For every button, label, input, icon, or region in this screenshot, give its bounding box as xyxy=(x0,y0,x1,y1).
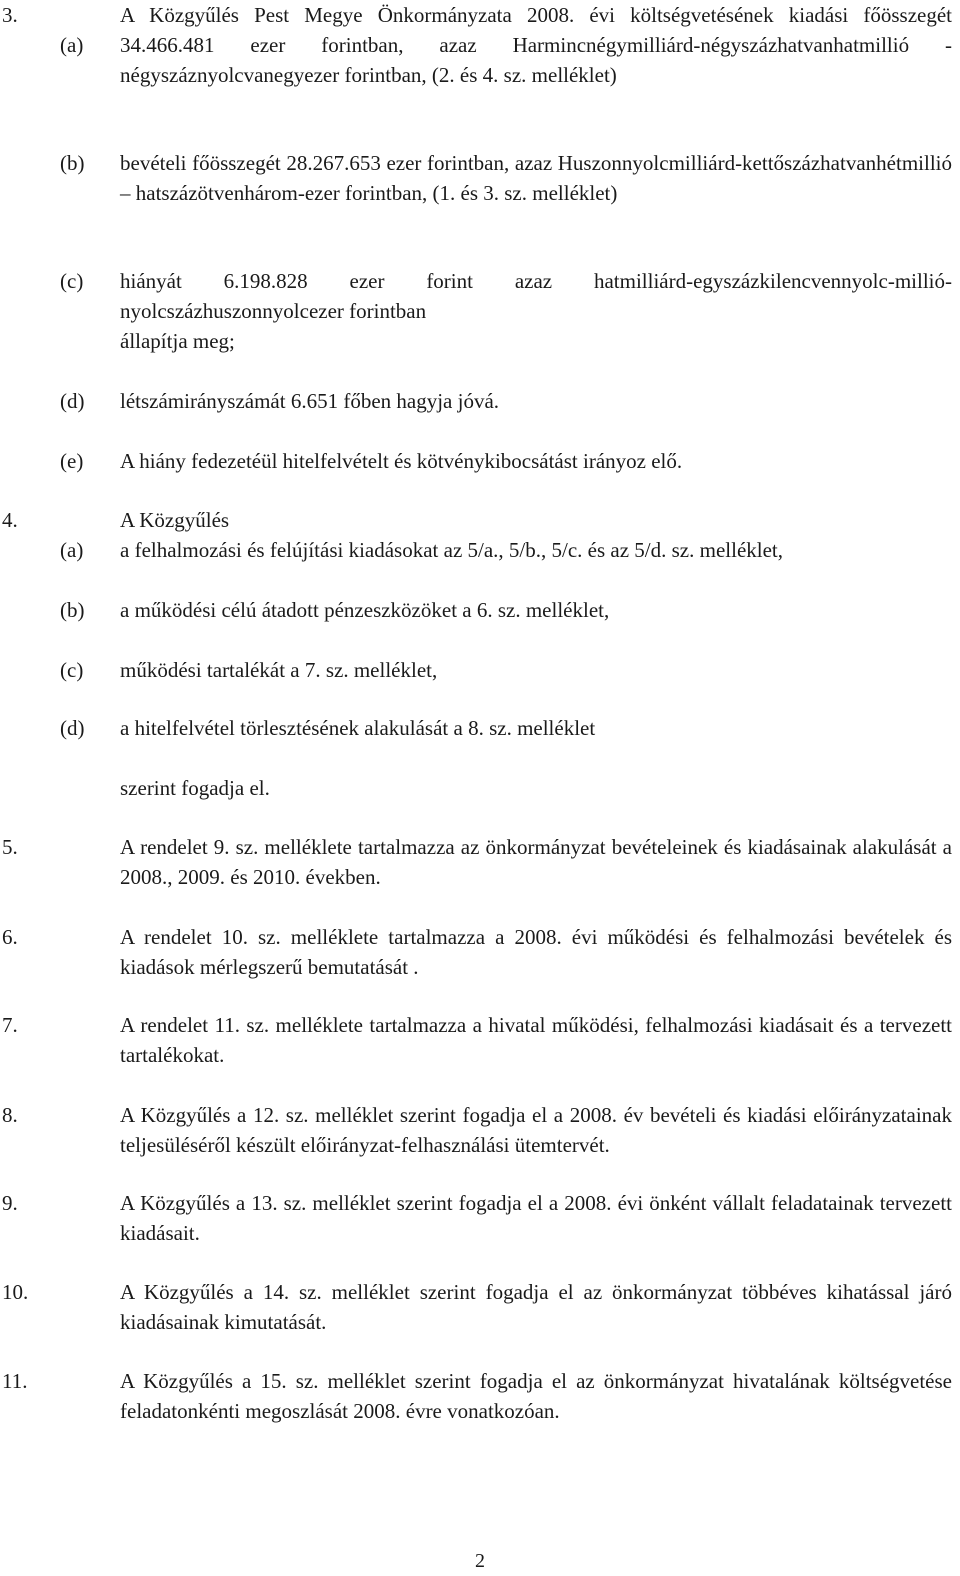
item-number: 6. xyxy=(2,925,18,949)
item-text: A Közgyűlés a 13. sz. melléklet szerint fogadja el a 2008. évi önként vállalt feladatainak tervezett kiadásait. xyxy=(120,1191,952,1245)
item-number: 11. xyxy=(2,1369,28,1393)
item-number: 7. xyxy=(2,1013,18,1037)
item-text: A rendelet 11. sz. melléklete tartalmazza a hivatal működési, felhalmozási kiadásait és a tervezett tartalékokat. xyxy=(120,1013,952,1067)
item-text: A Közgyűlés a 14. sz. melléklet szerint fogadja el az önkormányzat többéves kihatással járó kiadásainak kimutatását. xyxy=(120,1280,952,1334)
item-text: működési tartalékát a 7. sz. melléklet, xyxy=(120,658,438,682)
item-text: szerint fogadja el. xyxy=(120,776,270,800)
item-text: bevételi főösszegét 28.267.653 ezer forintban, azaz Huszonnyolcmilliárd-kettőszázhatvanhétmillió – hatszázötvenhárom-ezer forintban, (1. és 3. sz. melléklet) xyxy=(120,151,952,205)
item-number: 5. xyxy=(2,835,18,859)
item-letter: (a) xyxy=(60,33,84,57)
item-text: hiányát 6.198.828 ezer forint azaz hatmilliárd-egyszázkilencvennyolc-millió-nyolcszázhuszonnyolcezer forintban xyxy=(120,269,952,323)
item-letter: (c) xyxy=(60,269,84,293)
item-text: A Közgyűlés Pest Megye Önkormányzata 2008. évi költségvetésének kiadási főösszegét 34.466.481 ezer forintban, azaz Harmincnégymilliárd-négyszázhatvanhatmillió - négyszáznyolcvanegyezer forintban, (2. és 4. sz. melléklet) xyxy=(120,3,952,87)
item-text: a felhalmozási és felújítási kiadásokat az 5/a., 5/b., 5/c. és az 5/d. sz. melléklet, xyxy=(120,538,784,562)
item-number: 9. xyxy=(2,1191,18,1215)
item-letter: (b) xyxy=(60,598,85,622)
page-number: 2 xyxy=(475,1550,485,1572)
item-letter: (b) xyxy=(60,151,85,175)
item-number: 3. xyxy=(2,3,18,27)
item-number: 4. xyxy=(2,508,18,532)
item-text: A rendelet 9. sz. melléklete tartalmazza az önkormányzat bevételeinek és kiadásainak alakulását a 2008., 2009. és 2010. években. xyxy=(120,835,952,889)
item-text: A rendelet 10. sz. melléklete tartalmazza a 2008. évi működési és felhalmozási bevételek és kiadások mérlegszerű bemutatását . xyxy=(120,925,952,979)
item-letter: (a) xyxy=(60,538,84,562)
item-number: 10. xyxy=(2,1280,29,1304)
item-text: a működési célú átadott pénzeszközöket a 6. sz. melléklet, xyxy=(120,598,610,622)
item-text: a hitelfelvétel törlesztésének alakulását a 8. sz. melléklet xyxy=(120,716,596,740)
item-number: 8. xyxy=(2,1103,18,1127)
item-letter: (d) xyxy=(60,389,85,413)
item-text: létszámirányszámát 6.651 főben hagyja jóvá. xyxy=(120,389,500,413)
item-letter: (c) xyxy=(60,658,84,682)
item-text: A hiány fedezetéül hitelfelvételt és kötvénykibocsátást irányoz elő. xyxy=(120,449,683,473)
item-text: A Közgyűlés a 15. sz. melléklet szerint fogadja el az önkormányzat hivatalának költségvetése feladatonkénti megoszlását 2008. évre vonatkozóan. xyxy=(120,1369,952,1423)
item-letter: (d) xyxy=(60,716,85,740)
item-letter: (e) xyxy=(60,449,84,473)
item-text: A Közgyűlés xyxy=(120,508,230,532)
item-text-continuation: állapítja meg; xyxy=(120,329,235,353)
item-text: A Közgyűlés a 12. sz. melléklet szerint fogadja el a 2008. év bevételi és kiadási előirányzatainak teljesüléséről készült előirányzat-felhasználási ütemtervét. xyxy=(120,1103,952,1157)
